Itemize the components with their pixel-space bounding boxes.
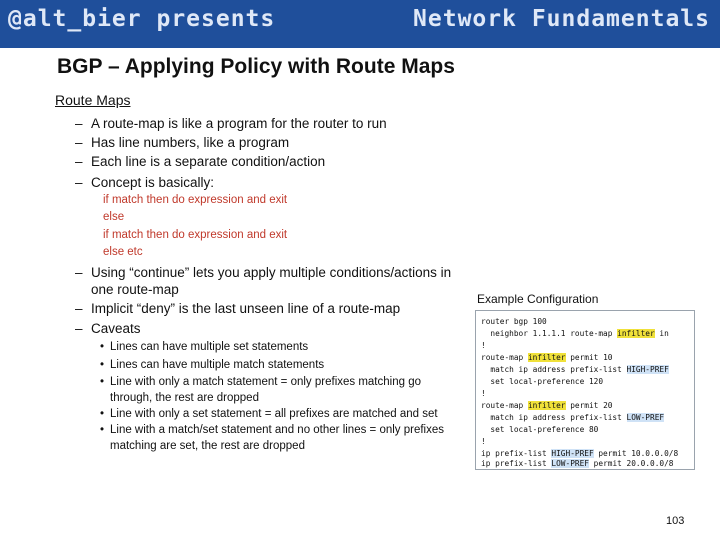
dash-marker: – [75, 265, 83, 280]
bullet-dot: • [100, 376, 105, 388]
config-line: ! [481, 341, 486, 350]
bullet-text: Has line numbers, like a program [91, 135, 290, 150]
dash-marker: – [75, 154, 83, 169]
example-title: Example Configuration [477, 292, 599, 306]
config-line: route-map infilter permit 10 [481, 353, 613, 362]
caveat-item [100, 422, 465, 454]
caveat-item [100, 357, 465, 373]
dash-marker: – [75, 116, 83, 131]
page-number: 103 [666, 515, 685, 527]
caveat-text: Lines can have multiple match statements [110, 359, 325, 371]
config-line: match ip address prefix-list HIGH-PREF [481, 365, 669, 374]
config-line: set local-preference 80 [481, 425, 599, 434]
code-line: else [103, 211, 125, 223]
config-line: ! [481, 389, 486, 398]
bullet-text: Caveats [91, 321, 141, 336]
bullet-line-numbers [75, 134, 289, 151]
caveat-item [100, 374, 465, 406]
caveat-item [100, 339, 465, 355]
bullet-text: A route-map is like a program for the router to run [91, 116, 387, 131]
bullet-caveats [75, 320, 141, 337]
config-line: route-map infilter permit 20 [481, 401, 613, 410]
code-line: if match then do expression and exit [103, 229, 288, 241]
bullet-dot: • [100, 408, 105, 420]
bullet-text: Each line is a separate condition/action [91, 154, 326, 169]
presenter-logo: @alt_bier presents [8, 6, 276, 32]
config-line: set local-preference 120 [481, 377, 604, 386]
bullet-separate-condition [75, 153, 325, 170]
dash-marker: – [75, 321, 83, 336]
caveat-text: Line with a match/set statement and no other lines = only prefixes matching are set, the rest are dropped [110, 424, 445, 452]
config-line: match ip address prefix-list LOW-PREF [481, 413, 665, 422]
bullet-implicit-deny [75, 300, 400, 317]
dash-marker: – [75, 301, 83, 316]
dash-marker: – [75, 175, 83, 190]
topic-heading: Route Maps [55, 92, 131, 108]
bullet-dot: • [100, 424, 105, 436]
bullet-dot: • [100, 359, 105, 371]
config-line: ip prefix-list HIGH-PREF permit 10.0.0.0/8 [481, 449, 679, 458]
bullet-text: Implicit “deny” is the last unseen line of a route-map [91, 301, 401, 316]
bullet-route-map-program [75, 115, 387, 132]
bullet-dot: • [100, 341, 105, 353]
caveat-text: Lines can have multiple set statements [110, 341, 309, 353]
config-line: router bgp 100 [481, 317, 547, 326]
code-line: else etc [103, 246, 143, 258]
caveat-text: Line with only a match statement = only prefixes matching go through, the rest are dropped [110, 376, 421, 404]
header-banner [0, 0, 720, 48]
bullet-text: Using “continue” lets you apply multiple conditions/actions in one route-map [91, 265, 452, 297]
config-line: ip prefix-list LOW-PREF permit 20.0.0.0/8 [481, 459, 674, 468]
dash-marker: – [75, 135, 83, 150]
course-title: Network Fundamentals [413, 6, 710, 32]
config-line: ! [481, 437, 486, 446]
bullet-text: Concept is basically: [91, 175, 215, 190]
bullet-concept [75, 174, 214, 191]
example-config-box [475, 310, 695, 470]
slide-title: BGP – Applying Policy with Route Maps [57, 55, 455, 78]
caveat-item [100, 406, 465, 422]
code-line: if match then do expression and exit [103, 194, 288, 206]
caveat-text: Line with only a set statement = all prefixes are matched and set [110, 408, 438, 420]
bullet-continue [75, 264, 475, 298]
config-line: neighbor 1.1.1.1 route-map infilter in [481, 329, 669, 338]
